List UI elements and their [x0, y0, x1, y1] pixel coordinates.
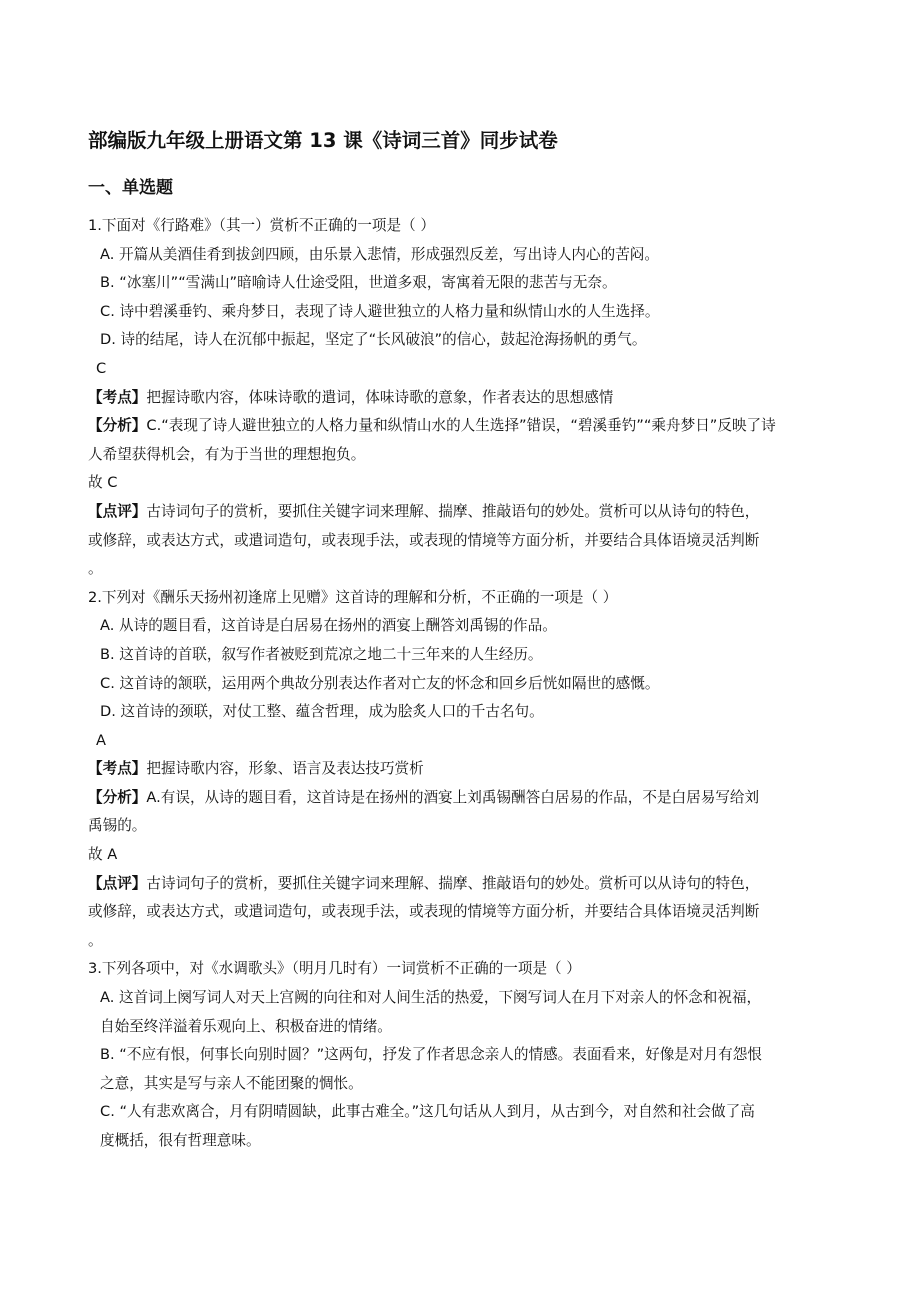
question-2-option-c: C. 这首诗的颔联，运用两个典故分别表达作者对亡友的怀念和回乡后恍如隔世的感慨。 — [100, 674, 660, 692]
fenxi-tag: 【分析】 — [88, 788, 147, 806]
question-2-stem: 2.下列对《酬乐天扬州初逢席上见赠》这首诗的理解和分析，不正确的一项是（ ） — [88, 588, 618, 606]
question-2-fenxi-cont: 禹锡的。 — [88, 817, 147, 835]
question-3-option-a: A. 这首词上阕写词人对天上宫阙的向往和对人间生活的热爱，下阕写词人在月下对亲人的怀念和祝福， — [100, 989, 762, 1007]
question-1-fenxi-cont: 人希望获得机会，有为于当世的理想抱负。 — [88, 445, 366, 463]
question-3-stem: 3.下列各项中，对《水调歌头》（明月几时有）一词赏析不正确的一项是（ ） — [88, 960, 581, 978]
question-1-option-b: B. “冰塞川”“雪满山”暗喻诗人仕途受阻，世道多艰，寄寓着无限的悲苦与无奈。 — [100, 274, 617, 292]
question-1-option-a: A. 开篇从美酒佳肴到拔剑四顾，由乐景入悲情，形成强烈反差，写出诗人内心的苦闷。 — [100, 245, 659, 263]
page-title: 部编版九年级上册语文第 13 课《诗词三首》同步试卷 — [88, 129, 558, 152]
question-3-option-c: C. “人有悲欢离合，月有阴晴圆缺，此事古难全。”这几句话从人到月，从古到今，对自然和社会做了高 — [100, 1103, 755, 1121]
question-2-gu: 故 A — [88, 846, 118, 864]
question-2-option-a: A. 从诗的题目看，这首诗是白居易在扬州的酒宴上酬答刘禹锡的作品。 — [100, 617, 557, 635]
kaodian-tag: 【考点】 — [88, 388, 147, 406]
fenxi-text: C.“表现了诗人避世独立的人格力量和纵情山水的人生选择”错误，“碧溪垂钓”“乘舟梦日”反映了诗 — [146, 417, 776, 435]
question-list — [88, 212, 834, 1156]
fenxi-text: A.有误，从诗的题目看，这首诗是在扬州的酒宴上刘禹锡酬答白居易的作品，不是白居易写给刘 — [146, 788, 760, 806]
question-3-option-b: B. “不应有恨，何事长向别时圆？”这两句，抒发了作者思念亲人的情感。表面看来，好像是对月有怨恨 — [100, 1046, 762, 1064]
question-1-dianping-end: 。 — [88, 560, 103, 578]
fenxi-tag: 【分析】 — [88, 417, 147, 435]
question-3-option-a-cont: 自始至终洋溢着乐观向上、积极奋进的情绪。 — [100, 1017, 392, 1035]
question-3-option-b-cont: 之意，其实是写与亲人不能团聚的惆怅。 — [100, 1074, 363, 1092]
question-1-answer: C — [96, 359, 107, 377]
question-2-option-b: B. 这首诗的首联，叙写作者被贬到荒凉之地二十三年来的人生经历。 — [100, 645, 543, 663]
kaodian-text: 把握诗歌内容，形象、语言及表达技巧赏析 — [146, 760, 424, 778]
question-2-kaodian — [88, 755, 834, 784]
question-2-answer: A — [96, 731, 106, 749]
dianping-tag: 【点评】 — [88, 874, 147, 892]
dianping-tag: 【点评】 — [88, 502, 147, 520]
question-3-option-c-cont: 度概括，很有哲理意味。 — [100, 1132, 261, 1149]
question-1-fenxi — [88, 412, 834, 441]
question-2-option-d: D. 这首诗的颈联，对仗工整、蕴含哲理，成为脍炙人口的千古名句。 — [100, 703, 544, 721]
question-1-option-d: D. 诗的结尾，诗人在沉郁中振起，坚定了“长风破浪”的信心，鼓起沧海扬帆的勇气。 — [100, 331, 647, 349]
question-1-option-c: C. 诗中碧溪垂钓、乘舟梦日，表现了诗人避世独立的人格力量和纵情山水的人生选择。 — [100, 302, 660, 320]
question-2-fenxi — [88, 784, 834, 813]
question-1-dianping — [88, 498, 834, 527]
dianping-text: 古诗词句子的赏析，要抓住关键字词来理解、揣摩、推敲语句的妙处。赏析可以从诗句的特色， — [146, 874, 760, 892]
question-2-dianping — [88, 870, 834, 899]
question-1-kaodian — [88, 384, 834, 413]
dianping-text: 古诗词句子的赏析，要抓住关键字词来理解、揣摩、推敲语句的妙处。赏析可以从诗句的特色， — [146, 502, 760, 520]
section-heading: 一、单选题 — [88, 178, 173, 198]
kaodian-text: 把握诗歌内容，体味诗歌的遣词，体味诗歌的意象，作者表达的思想感情 — [146, 388, 614, 406]
kaodian-tag: 【考点】 — [88, 760, 147, 778]
question-1-stem: 1.下面对《行路难》（其一）赏析不正确的一项是（ ） — [88, 217, 435, 234]
question-1-gu: 故 C — [88, 474, 118, 492]
question-2-dianping-cont: 或修辞，或表达方式，或遣词造句，或表现手法，或表现的情境等方面分析，并要结合具体语境灵活判断 — [88, 903, 760, 921]
question-1-dianping-cont: 或修辞，或表达方式，或遣词造句，或表现手法，或表现的情境等方面分析，并要结合具体语境灵活判断 — [88, 531, 760, 549]
question-2-dianping-end: 。 — [88, 931, 103, 949]
